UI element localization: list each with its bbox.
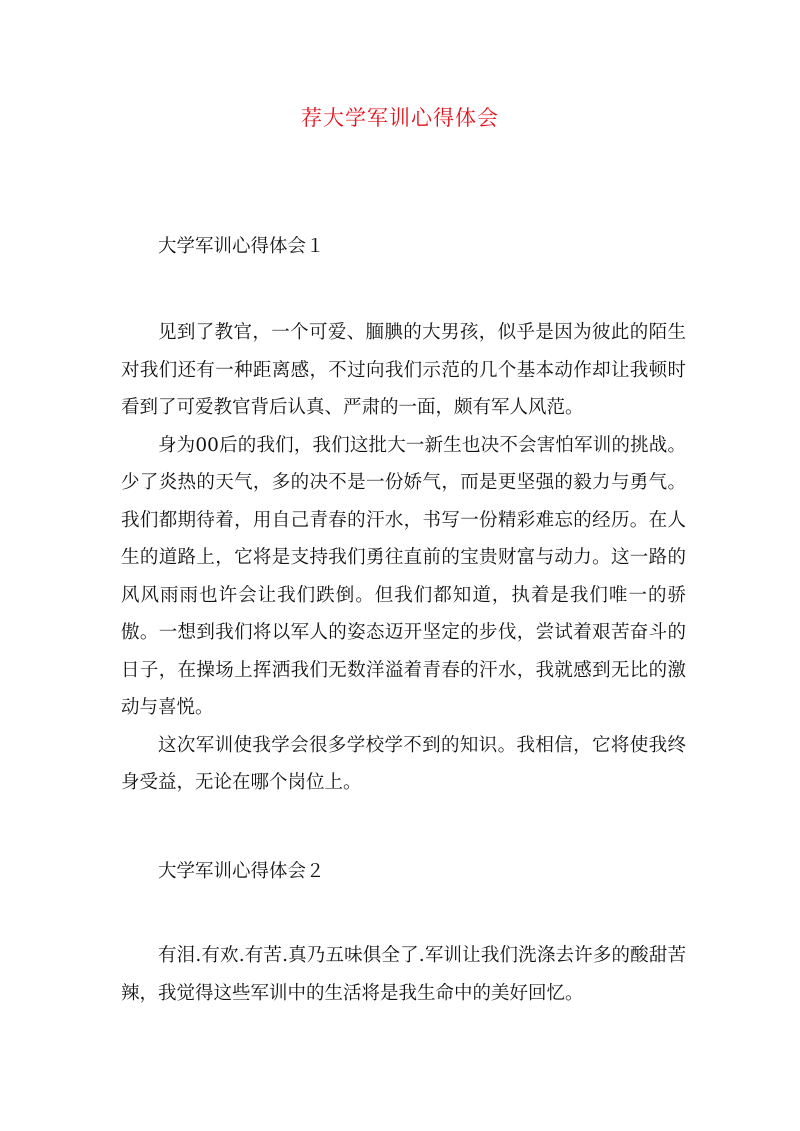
paragraph: 见到了教官，一个可爱、腼腆的大男孩，似乎是因为彼此的陌生对我们还有一种距离感，不过向我们示范的几个基本动作却让我顿时看到了可爱教官背后认真、严肃的一面，颇有军人风范。 [121,322,686,418]
section-1-body [121,314,686,802]
section-2-heading-block [121,853,686,891]
section-heading: 大学军训心得体会２ [158,861,325,882]
section-1-heading-block [121,228,686,266]
section-heading: 大学军训心得体会１ [158,236,325,257]
section-2-body [121,937,686,1012]
paragraph: 身为00后的我们，我们这批大一新生也决不会害怕军训的挑战。少了炎热的天气，多的决不是一份娇气，而是更坚强的毅力与勇气。我们都期待着，用自己青春的汗水，书写一份精彩难忘的经历。在人生的道路上，它将是支持我们勇往直前的宝贵财富与动力。这一路的风风雨雨也许会让我们跌倒。但我们都知道，执着是我们唯一的骄傲。一想到我们将以军人的姿态迈开坚定的步伐，尝试着艰苦奋斗的日子，在操场上挥洒我们无数洋溢着青春的汗水，我就感到无比的激动与喜悦。 [121,434,686,718]
paragraph: 这次军训使我学会很多学校学不到的知识。我相信，它将使我终身受益，无论在哪个岗位上。 [121,734,686,793]
document-title: 荐大学军训心得体会 [301,106,499,130]
paragraph: 有泪.有欢.有苦.真乃五味俱全了.军训让我们洗涤去许多的酸甜苦辣，我觉得这些军训中的生活将是我生命中的美好回忆。 [121,945,686,1004]
